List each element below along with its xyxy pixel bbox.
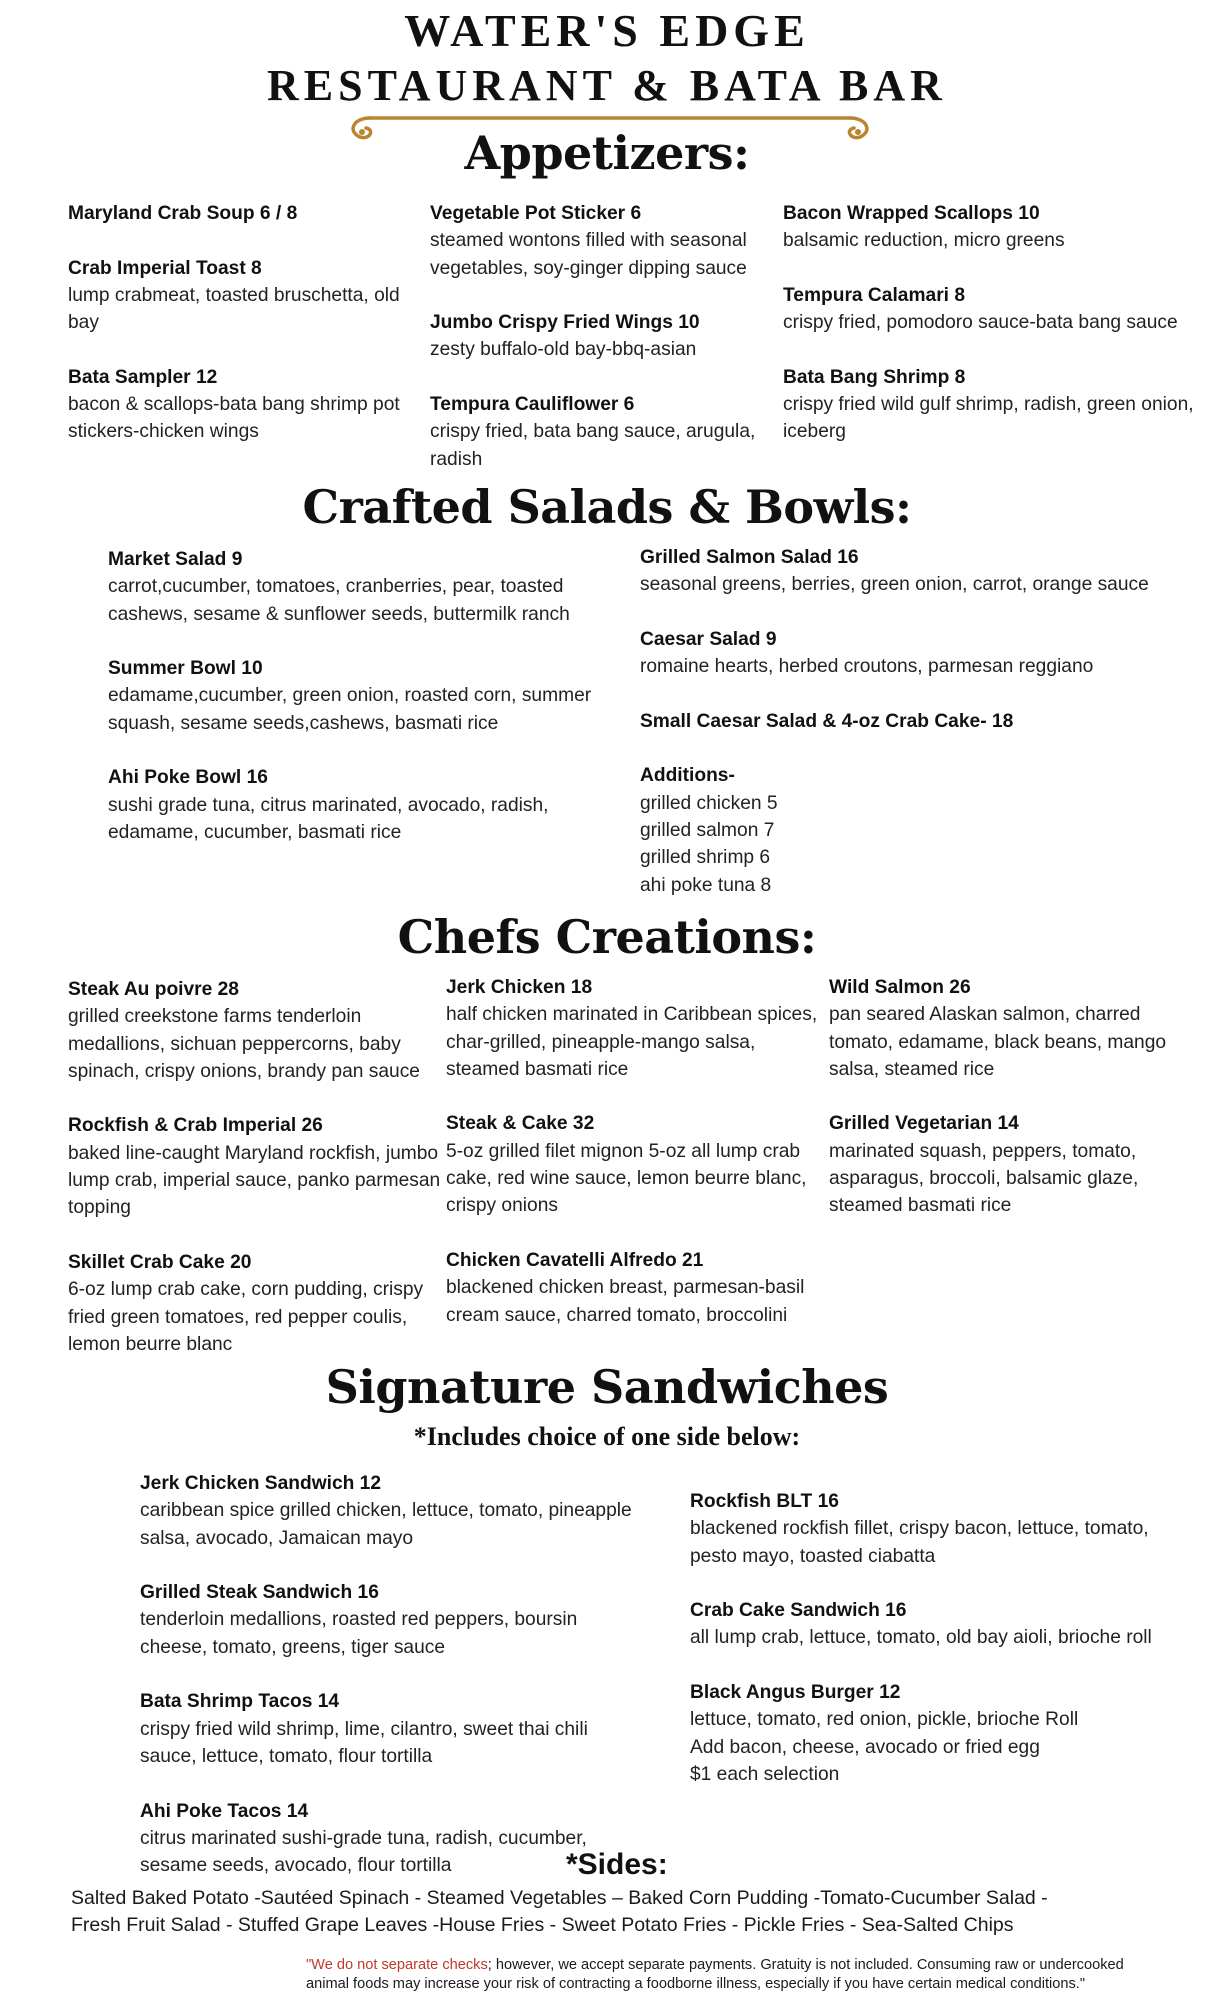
item-name: Steak Au poivre 28 [68,979,239,1000]
restaurant-name: WATER'S EDGE [404,5,810,56]
menu-item [783,364,1203,446]
sandwiches-subtitle: *Includes choice of one side below: [413,1422,801,1451]
item-description: half chicken marinated in Caribbean spices, char-grilled, pineapple-mango salsa, steamed basmati rice [446,1004,818,1080]
item-name: Rockfish & Crab Imperial 26 [68,1115,323,1137]
item-description: baked line-caught Maryland rockfish, jumbo lump crab, imperial sauce, panko parmesan topping [68,1142,441,1219]
item-name: Ahi Poke Tacos 14 [140,1800,309,1822]
item-name: Maryland Crab Soup 6 / 8 [68,203,298,224]
menu-item [140,1579,640,1661]
item-description: sushi grade tuna, citrus marinated, avocado, radish, edamame, cucumber, basmati rice [108,794,549,843]
item-name: Small Caesar Salad & 4-oz Crab Cake- 18 [640,710,1014,732]
menu-item [68,200,418,227]
menu-item [108,655,608,737]
menu-item [829,974,1199,1083]
menu-item [68,976,446,1085]
menu-item [446,1110,824,1219]
chefs-column-3 [829,974,1199,1220]
menu-item [640,626,1205,681]
item-description: balsamic reduction, micro greens [783,230,1065,252]
item-description: zesty buffalo-old bay-bbq-asian [430,339,697,361]
item-name: Crab Imperial Toast 8 [68,257,262,279]
menu-item [829,1110,1199,1219]
chefs-column-2 [446,974,824,1329]
item-description: all lump crab, lettuce, tomato, old bay aioli, brioche roll [690,1627,1152,1649]
menu-item [446,974,824,1083]
menu-item [640,544,1205,599]
item-description: seasonal greens, berries, green onion, carrot, orange sauce [640,574,1149,596]
salads-heading: Crafted Salads & Bowls: [302,480,912,534]
item-description: 5-oz grilled filet mignon 5-oz all lump crab cake, red wine sauce, lemon beurre blanc, crispy onions [446,1140,807,1217]
item-description: lump crabmeat, toasted bruschetta, old bay [68,284,400,334]
disclaimer-highlight: "We do not separate checks [306,1957,488,1973]
menu-item [690,1488,1200,1570]
addition-item: ahi poke tuna 8 [640,874,772,896]
menu-item [140,1798,640,1880]
item-name: Tempura Calamari 8 [783,284,965,306]
additions-list [640,762,1205,898]
menu-item [68,1112,446,1221]
menu-item [108,764,608,846]
item-name: Black Angus Burger 12 [690,1682,901,1704]
appetizers-column-3 [783,200,1203,446]
salads-column-2 [640,544,1205,899]
item-name: Rockfish BLT 16 [690,1491,839,1512]
item-description: edamame,cucumber, green onion, roasted corn, summer squash, sesame seeds,cashews, basmati rice [108,685,592,734]
appetizers-column-2 [430,200,770,473]
item-name: Jerk Chicken Sandwich 12 [140,1473,382,1494]
menu-item [690,1597,1200,1652]
burger-addon-text: Add bacon, cheese, avocado or fried egg [690,1736,1040,1758]
item-description: lettuce, tomato, red onion, pickle, brioche Roll [690,1709,1079,1731]
item-description: citrus marinated sushi-grade tuna, radish, cucumber, sesame seeds, avocado, flour tortilla [140,1827,587,1877]
menu-item [68,364,418,446]
chefs-column-1 [68,976,446,1358]
menu-item [68,1249,446,1358]
menu-item [690,1679,1200,1788]
item-name: Bata Shrimp Tacos 14 [140,1691,340,1713]
item-name: Tempura Cauliflower 6 [430,394,635,416]
item-name: Wild Salmon 26 [829,977,971,998]
item-description: crispy fried wild shrimp, lime, cilantro, sweet thai chili sauce, lettuce, tomato, flour tortilla [140,1718,588,1767]
burger-addon-price: $1 each selection [690,1763,840,1785]
item-name: Grilled Steak Sandwich 16 [140,1582,379,1604]
item-description: grilled creekstone farms tenderloin medallions, sichuan peppercorns, baby spinach, crispy onions, brandy pan sauce [68,1006,420,1082]
disclaimer [306,1956,1206,1994]
sides-heading: *Sides: [566,1848,668,1881]
menu-item [108,546,608,628]
item-name: Summer Bowl 10 [108,658,263,680]
salads-column-1 [108,546,608,846]
item-name: Grilled Vegetarian 14 [829,1113,1019,1135]
chefs-heading: Chefs Creations: [397,910,817,964]
item-name: Chicken Cavatelli Alfredo 21 [446,1249,704,1271]
sandwiches-column-1 [140,1470,640,1879]
addition-item: grilled chicken 5 [640,792,778,814]
sides-list-line-2: Fresh Fruit Salad - Stuffed Grape Leaves -House Fries - Sweet Potato Fries - Pickle Fries - Sea-Salted Chips [71,1914,1014,1936]
item-description: crispy fried, bata bang sauce, arugula, radish [430,421,756,470]
item-name: Skillet Crab Cake 20 [68,1251,252,1273]
item-description: blackened rockfish fillet, crispy bacon, lettuce, tomato, pesto mayo, toasted ciabatta [690,1518,1149,1567]
disclaimer-text: ; however, we accept separate payments. Gratuity is not included. Consuming raw or undercooked [487,1957,1124,1973]
addition-item: grilled shrimp 6 [640,847,771,869]
menu-item [68,255,418,337]
menu-item [140,1470,640,1552]
item-name: Ahi Poke Bowl 16 [108,767,268,789]
item-description: marinated squash, peppers, tomato, asparagus, broccoli, balsamic glaze, steamed basmati rice [829,1140,1139,1217]
menu-item [783,282,1203,337]
item-name: Market Salad 9 [108,549,243,570]
item-name: Jerk Chicken 18 [446,977,593,998]
menu-item [140,1688,640,1770]
item-name: Bata Bang Shrimp 8 [783,366,966,388]
sides-list-line-1: Salted Baked Potato -Sautéed Spinach - Steamed Vegetables – Baked Corn Pudding -Tomato-Cucumber Salad - [71,1887,1048,1909]
disclaimer-line-1 [306,1956,1206,1975]
item-name: Bata Sampler 12 [68,366,218,388]
item-description: blackened chicken breast, parmesan-basil cream sauce, charred tomato, broccolini [446,1277,805,1326]
item-name: Steak & Cake 32 [446,1113,595,1135]
additions-title: Additions- [640,765,735,787]
menu-item [446,1247,824,1329]
sandwiches-heading: Signature Sandwiches [325,1360,889,1414]
item-description: bacon & scallops-bata bang shrimp pot stickers-chicken wings [68,394,400,443]
menu-item [783,200,1203,255]
item-description: crispy fried wild gulf shrimp, radish, green onion, iceberg [783,394,1194,443]
item-description: crispy fried, pomodoro sauce-bata bang sauce [783,312,1178,334]
item-name: Grilled Salmon Salad 16 [640,547,859,568]
item-description: 6-oz lump crab cake, corn pudding, crispy fried green tomatoes, red pepper coulis, lemon beurre blanc [68,1279,424,1355]
item-description: tenderloin medallions, roasted red peppers, boursin cheese, tomato, greens, tiger sauce [140,1609,578,1658]
item-name: Caesar Salad 9 [640,628,777,650]
menu-item [640,708,1205,735]
menu-item [430,200,770,282]
menu-item [430,391,770,473]
item-name: Bacon Wrapped Scallops 10 [783,203,1040,224]
item-name: Crab Cake Sandwich 16 [690,1600,907,1622]
sandwiches-column-2 [690,1488,1200,1788]
item-description: caribbean spice grilled chicken, lettuce, tomato, pineapple salsa, avocado, Jamaican mayo [140,1500,632,1549]
item-name: Vegetable Pot Sticker 6 [430,203,642,224]
item-description: romaine hearts, herbed croutons, parmesan reggiano [640,656,1094,678]
disclaimer-line-2: animal foods may increase your risk of contracting a foodborne illness, especially if you have certain medical conditions." [306,1976,1086,1992]
appetizers-heading: Appetizers: [464,126,750,180]
restaurant-subtitle: RESTAURANT & BATA BAR [267,61,947,110]
item-description: carrot,cucumber, tomatoes, cranberries, pear, toasted cashews, sesame & sunflower seeds, buttermilk ranch [108,576,570,625]
item-name: Jumbo Crispy Fried Wings 10 [430,312,700,334]
item-description: steamed wontons filled with seasonal vegetables, soy-ginger dipping sauce [430,230,747,279]
menu-item [430,309,770,364]
item-description: pan seared Alaskan salmon, charred tomato, edamame, black beans, mango salsa, steamed rice [829,1004,1167,1080]
appetizers-column-1 [68,200,418,446]
addition-item: grilled salmon 7 [640,819,775,841]
